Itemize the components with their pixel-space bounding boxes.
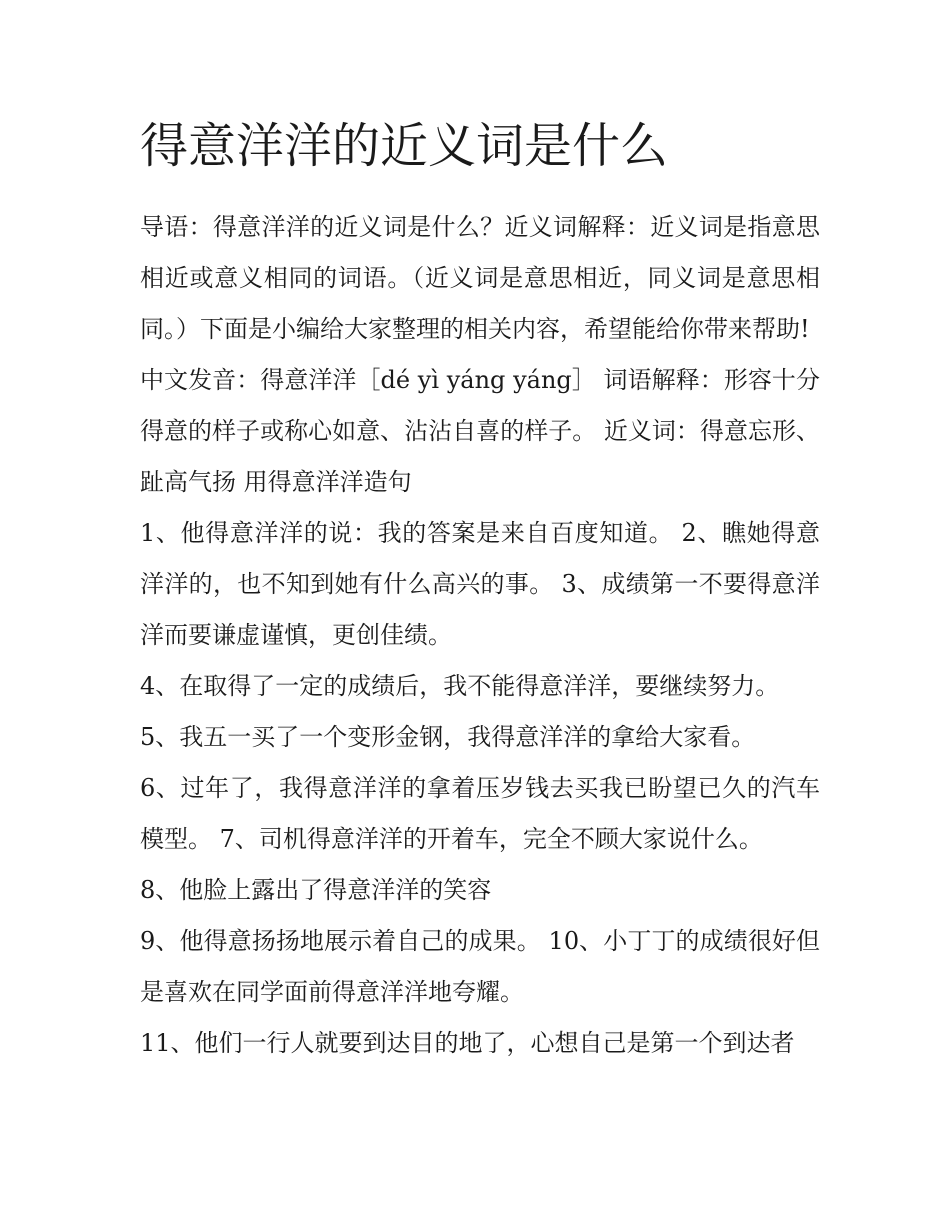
- example-sentences-1-3: 1、他得意洋洋的说：我的答案是来自百度知道。 2、瞧她得意洋洋的，也不知到她有什么高兴的事。 3、成绩第一不要得意洋洋而要谦虚谨慎，更创佳绩。: [140, 519, 820, 649]
- example-sentences-6-7: 6、过年了，我得意洋洋的拿着压岁钱去买我已盼望已久的汽车模型。 7、司机得意洋洋的开着车，完全不顾大家说什么。: [140, 774, 820, 853]
- pronunciation-paragraph: 中文发音：得意洋洋［dé yì yáng yáng］ 词语解释：形容十分得意的样子或称心如意、沾沾自喜的样子。 近义词：得意忘形、趾高气扬 用得意洋洋造句: [140, 366, 820, 496]
- intro-paragraph: 导语：得意洋洋的近义词是什么？近义词解释：近义词是指意思相近或意义相同的词语。（近义词是意思相近，同义词是意思相同。）下面是小编给大家整理的相关内容，希望能给你带来帮助!: [140, 213, 820, 343]
- example-sentences-9-10: 9、他得意扬扬地展示着自己的成果。 10、小丁丁的成绩很好但是喜欢在同学面前得意洋洋地夸耀。: [140, 927, 820, 1006]
- example-sentence-11: 11、他们一行人就要到达目的地了，心想自己是第一个到达者: [140, 1029, 795, 1057]
- example-sentence-4: 4、在取得了一定的成绩后，我不能得意洋洋，要继续努力。: [140, 672, 780, 700]
- document-page: [140, 112, 820, 1069]
- example-sentence-8: 8、他脸上露出了得意洋洋的笑容: [140, 876, 492, 904]
- document-title: 得意洋洋的近义词是什么: [140, 118, 669, 174]
- example-sentence-5: 5、我五一买了一个变形金钢，我得意洋洋的拿给大家看。: [140, 723, 756, 751]
